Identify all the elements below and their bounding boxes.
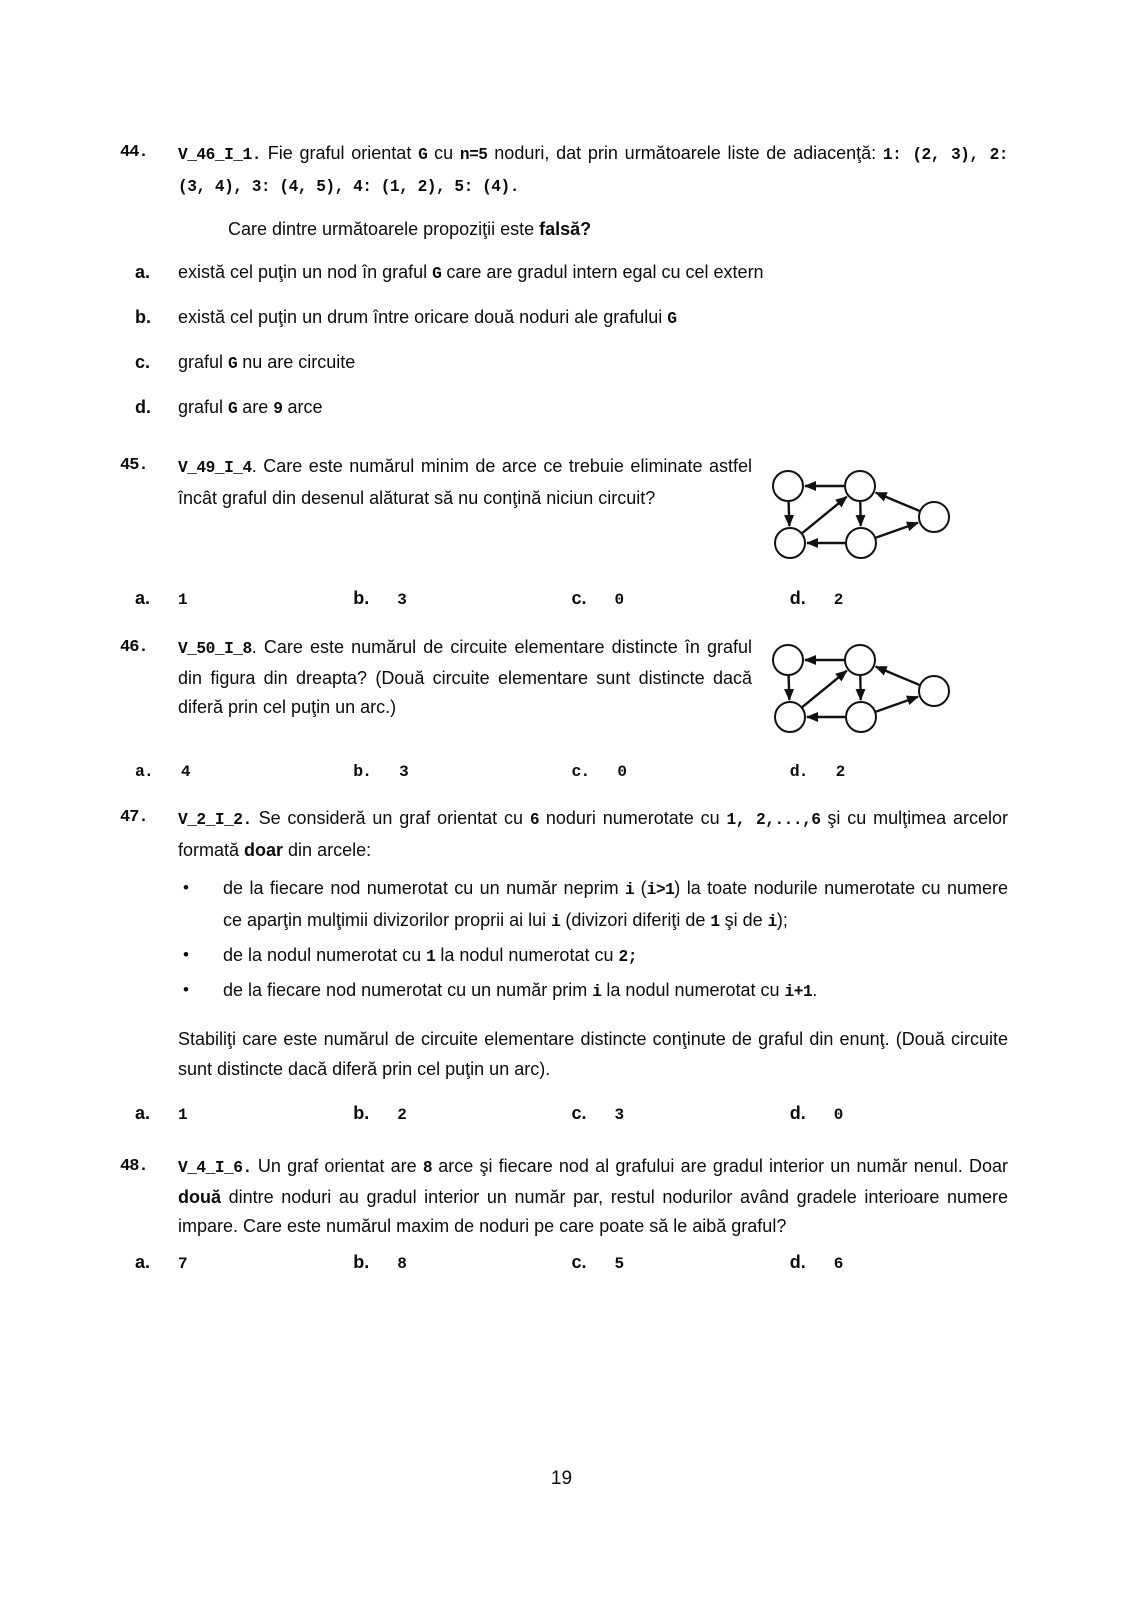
graph-node-top-left (773, 645, 803, 675)
option-value: 1 (178, 591, 188, 609)
question-47-number: 47. (120, 808, 148, 827)
option-text: există cel puţin un nod în graful G care are gradul intern egal cu cel extern (178, 262, 764, 283)
option-value: 4 (180, 763, 190, 781)
option-d (135, 392, 1008, 424)
option-letter: b. (353, 762, 372, 781)
option-letter: d. (789, 588, 806, 608)
bullet-text: de la fiecare nod numerotat cu un număr prim i la nodul numerotat cu i+1. (223, 980, 818, 1001)
option-d (790, 755, 1008, 787)
option-text: există cel puţin un drum între oricare două noduri ale grafului G (178, 307, 677, 328)
question-46-text: V_50_I_8. Care este numărul de circuite elementare distincte în graful din figura din dreapta? (Două circuite elementare sunt distincte dacă diferă prin cel puţin un arc.) (178, 637, 752, 717)
bullet-text: de la nodul numerotat cu 1 la nodul numerotat cu 2; (223, 945, 637, 966)
graph-edge-right-to-top-mid (876, 667, 920, 685)
question-47-body (178, 803, 1008, 1084)
option-value: 3 (614, 1106, 624, 1124)
list-item (178, 940, 1008, 972)
question-47-options (135, 1098, 1008, 1130)
graph-node-top-mid (845, 471, 875, 501)
option-value: 6 (833, 1255, 843, 1273)
option-value: 1 (178, 1106, 188, 1124)
option-b (353, 755, 571, 787)
option-d (790, 1098, 1008, 1130)
graph-node-top-mid (845, 645, 875, 675)
question-44-text: V_46_I_1. Fie graful orientat G cu n=5 noduri, dat prin următoarele liste de adiacenţă: 1: (2, 3), 2: (3, 4), 3: (4, 5), 4: (1, 2), 5: (4). (178, 143, 1008, 196)
graph-node-bottom-mid (846, 702, 876, 732)
option-letter: a. (135, 1252, 151, 1272)
option-letter: c. (571, 762, 590, 781)
graph-edge-right-to-top-mid (876, 493, 920, 511)
option-value: 8 (397, 1255, 407, 1273)
graph-edge-bottom-left-to-top-mid (802, 497, 846, 533)
option-letter: a. (135, 1103, 151, 1123)
list-item (178, 873, 1008, 937)
option-text: graful G are 9 arce (178, 397, 323, 418)
option-c (572, 755, 790, 787)
option-a (135, 257, 1008, 289)
option-letter: b. (353, 1103, 370, 1123)
option-letter: b. (135, 307, 151, 327)
option-letter: a. (135, 262, 151, 282)
graph-edge-top-left-to-bottom-left (789, 502, 790, 526)
question-45-options (135, 583, 1008, 615)
question-46 (120, 633, 1008, 787)
graph-node-top-left (773, 471, 803, 501)
question-47-bullet-list (178, 873, 1008, 1007)
question-45-number: 45. (120, 456, 148, 475)
graph-node-right (919, 676, 949, 706)
question-47 (120, 803, 1008, 1130)
graph-node-right (919, 502, 949, 532)
option-value: 7 (178, 1255, 188, 1273)
question-46-number: 46. (120, 638, 148, 657)
option-letter: c. (571, 1103, 587, 1123)
option-letter: b. (353, 1252, 370, 1272)
graph-edge-bottom-mid-to-right (876, 523, 918, 538)
option-value: 2 (835, 763, 845, 781)
question-44-prompt: Care dintre următoarele propoziţii este falsă? (228, 219, 592, 239)
page-content (120, 138, 1008, 1279)
option-b (353, 1247, 571, 1279)
question-48-text: V_4_I_6. Un graf orientat are 8 arce şi fiecare nod al grafului are gradul interior un număr nenul. Doar două dintre noduri au gradul interior un număr par, restul nodurilor având gradele interioare numere impare. Care este numărul maxim de noduri pe care poate să le aibă graful? (178, 1156, 1008, 1236)
option-value: 5 (614, 1255, 624, 1273)
graph-node-bottom-left (775, 528, 805, 558)
question-44-options (120, 257, 1008, 424)
option-value: 0 (617, 763, 627, 781)
option-letter: a. (135, 588, 151, 608)
option-c (572, 1247, 790, 1279)
question-44-number: 44. (120, 143, 148, 162)
question-48 (120, 1152, 1008, 1279)
option-a (135, 755, 353, 787)
directed-graph-figure (754, 459, 966, 575)
page-number: 19 (550, 1468, 573, 1489)
option-letter: b. (353, 588, 370, 608)
question-45 (120, 451, 1008, 615)
option-letter: c. (135, 352, 151, 372)
option-value: 0 (833, 1106, 843, 1124)
graph-edge-bottom-mid-to-right (876, 697, 918, 712)
question-48-number: 48. (120, 1157, 148, 1176)
question-47-outro: Stabiliţi care este numărul de circuite elementare distincte conţinute de graful din enunţ. (Două circuite sunt distincte dacă diferă prin cel puţin un arc). (178, 1029, 1008, 1079)
option-letter: a. (135, 762, 153, 781)
option-b (135, 302, 1008, 334)
option-letter: d. (789, 1103, 806, 1123)
bullet-text: de la fiecare nod numerotat cu un număr neprim i (i>1) la toate nodurile numerotate cu numere ce aparţin mulţimii divizorilor proprii ai lui i (divizori diferiţi de 1 şi de i); (223, 878, 1009, 931)
option-a (135, 1247, 353, 1279)
option-value: 3 (399, 763, 409, 781)
graph-node-bottom-mid (846, 528, 876, 558)
option-text: graful G nu are circuite (178, 352, 356, 373)
option-d (790, 583, 1008, 615)
graph-edge-bottom-left-to-top-mid (802, 671, 846, 707)
option-letter: c. (571, 1252, 587, 1272)
option-value: 0 (614, 591, 624, 609)
option-b (353, 1098, 571, 1130)
option-letter: d. (789, 1252, 806, 1272)
option-c (572, 1098, 790, 1130)
graph-edge-top-left-to-bottom-left (789, 676, 790, 700)
question-45-text: V_49_I_4. Care este numărul minim de arce ce trebuie eliminate astfel încât graful din desenul alăturat să nu conţină niciun circuit? (178, 456, 752, 508)
question-47-text: V_2_I_2. Se consideră un graf orientat cu 6 noduri numerotate cu 1, 2,...,6 şi cu mulţimea arcelor formată doar din arcele: (178, 808, 1008, 860)
question-44 (120, 138, 1008, 424)
option-letter: d. (135, 397, 151, 417)
option-a (135, 583, 353, 615)
bullet-icon: • (183, 945, 189, 964)
option-value: 3 (397, 591, 407, 609)
option-b (353, 583, 571, 615)
option-letter: c. (571, 588, 587, 608)
bullet-icon: • (183, 878, 189, 897)
option-value: 2 (833, 591, 843, 609)
question-48-options (135, 1247, 1008, 1279)
graph-node-bottom-left (775, 702, 805, 732)
option-a (135, 1098, 353, 1130)
directed-graph-figure (754, 633, 966, 749)
option-c (572, 583, 790, 615)
option-d (790, 1247, 1008, 1279)
bullet-icon: • (183, 980, 189, 999)
list-item (178, 975, 1008, 1007)
option-letter: d. (789, 762, 808, 781)
question-44-body (178, 138, 1008, 244)
option-value: 2 (397, 1106, 407, 1124)
option-c (135, 347, 1008, 379)
question-46-options (135, 755, 1008, 787)
